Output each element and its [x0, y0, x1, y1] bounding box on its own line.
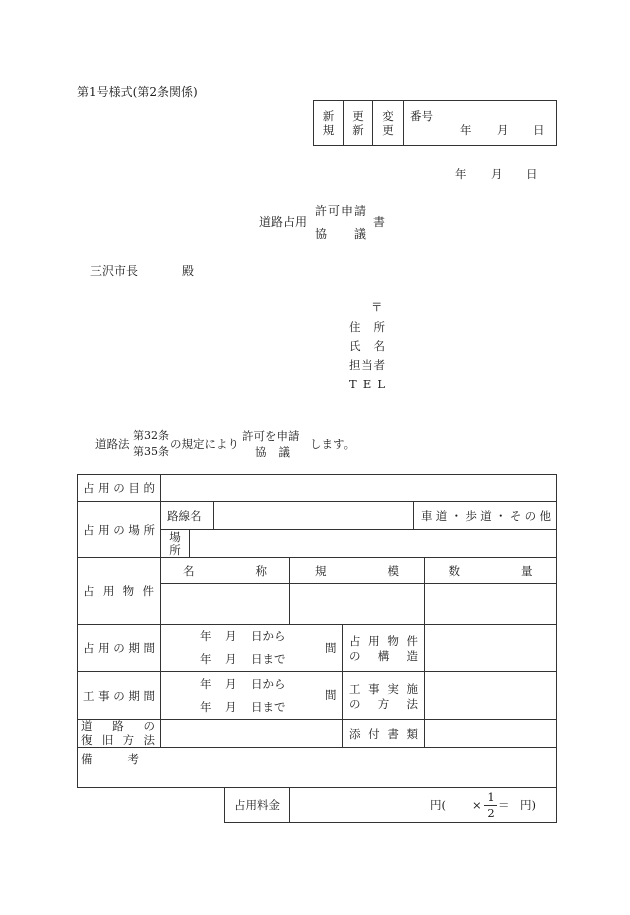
fee-value-cell	[289, 787, 557, 823]
purpose-label-cell	[77, 474, 161, 502]
title-suffix: 書	[373, 215, 386, 229]
attachments-label: 添付書類	[349, 726, 418, 741]
occupancy-to-day: 日まで	[251, 652, 286, 666]
construction-span-suffix: 間	[325, 688, 337, 702]
name-label: 氏名	[349, 339, 385, 353]
construction-to-day: 日まで	[251, 700, 286, 714]
route-name-value-cell	[213, 501, 414, 530]
title-option-consult: 協議	[315, 227, 366, 241]
renewal-char-1: 更	[352, 109, 364, 123]
fee-label-cell	[224, 787, 290, 823]
statement-option-permit: 許可を申請	[242, 429, 300, 443]
new-char-2: 規	[322, 123, 335, 137]
addressee-honorific: 殿	[182, 264, 195, 278]
road-type-options: 車道・歩道・その他	[421, 508, 551, 523]
construction-method-label-line-1: 工事実施	[349, 682, 418, 696]
change-cell	[372, 100, 404, 146]
fee-fraction-denominator: 2	[487, 806, 495, 820]
occupancy-span-suffix: 間	[325, 641, 337, 655]
location-label-cell	[160, 529, 190, 558]
statement-connector: の規定により	[170, 437, 239, 451]
postal-mark: 〒	[371, 300, 383, 314]
number-date-month: 月	[497, 123, 509, 137]
object-structure-value-cell	[424, 624, 557, 672]
object-quantity-header-label: 数量	[448, 563, 533, 578]
change-char-2: 更	[382, 123, 394, 137]
occupancy-to-month: 月	[225, 652, 237, 666]
fee-yen-open: 円(	[430, 798, 446, 812]
submission-date-month: 月	[491, 167, 503, 181]
number-cell	[403, 100, 557, 146]
attachments-label-cell	[342, 719, 425, 748]
route-name-label: 路線名	[167, 508, 202, 523]
statement-article-consult: 第35条	[133, 445, 169, 458]
purpose-value-cell	[160, 474, 557, 502]
address-label: 住所	[349, 320, 385, 334]
attachments-value-cell	[424, 719, 557, 748]
statement-ending: します。	[310, 437, 356, 451]
construction-from-year: 年	[200, 677, 212, 691]
object-name-header	[160, 557, 290, 584]
road-restoration-value-cell	[160, 719, 343, 748]
submission-date-year: 年	[455, 167, 467, 181]
location-value-cell	[189, 529, 557, 558]
status-box	[313, 100, 557, 146]
object-structure-label-line-1: 占用物件	[349, 634, 418, 648]
occupancy-to-year: 年	[200, 652, 212, 666]
object-label-cell	[77, 557, 161, 625]
construction-from-month: 月	[225, 677, 237, 691]
contact-person-label: 担当者	[349, 358, 385, 372]
construction-period-label: 工事の期間	[83, 688, 155, 703]
road-type-cell	[413, 501, 557, 530]
object-name-header-label: 名称	[183, 563, 267, 578]
new-char-1: 新	[322, 109, 335, 123]
occupancy-from-year: 年	[200, 629, 212, 643]
construction-to-month: 月	[225, 700, 237, 714]
object-label: 占用物件	[83, 584, 154, 598]
title-option-permit: 許可申請	[315, 204, 366, 218]
construction-to-year: 年	[200, 700, 212, 714]
place-label: 占用の場所	[83, 522, 155, 537]
tel-label: T E L	[349, 377, 385, 391]
purpose-label: 占用の目的	[83, 481, 155, 495]
statement-law: 道路法	[95, 437, 130, 451]
fee-multiply-sign: ×	[472, 798, 482, 812]
occupancy-from-day: 日から	[251, 629, 286, 643]
construction-from-day: 日から	[251, 677, 286, 691]
number-label: 番号	[410, 109, 433, 123]
road-restoration-label-line-2: 復旧方法	[81, 733, 155, 747]
new-cell	[313, 100, 344, 146]
object-scale-header	[289, 557, 425, 584]
object-quantity-value-cell	[424, 583, 557, 625]
road-restoration-label-line-1: 道路の	[81, 719, 155, 733]
occupancy-period-label-cell	[77, 624, 161, 672]
number-date-day: 日	[533, 123, 545, 137]
renewal-char-2: 新	[352, 123, 364, 137]
construction-method-label-cell	[342, 671, 425, 720]
construction-method-label-line-2: の方法	[349, 697, 418, 711]
construction-period-value-cell	[160, 671, 343, 720]
place-label-cell	[77, 501, 161, 558]
occupancy-period-value-cell	[160, 624, 343, 672]
object-scale-value-cell	[289, 583, 425, 625]
object-structure-label-cell	[342, 624, 425, 672]
number-date-year: 年	[460, 123, 472, 137]
object-quantity-header	[424, 557, 557, 584]
form-number: 第1号様式(第2条関係)	[77, 85, 198, 99]
occupancy-period-label: 占用の期間	[83, 641, 155, 655]
title-prefix: 道路占用	[259, 215, 308, 229]
object-structure-label-line-2: の構造	[349, 649, 418, 663]
statement-article-permit: 第32条	[133, 429, 169, 442]
statement-option-consult: 協議	[255, 445, 290, 459]
road-restoration-label-cell	[77, 719, 161, 748]
construction-method-value-cell	[424, 671, 557, 720]
fee-fraction-numerator: 1	[487, 790, 495, 804]
remarks-label: 備考	[81, 752, 139, 766]
submission-date-day: 日	[526, 167, 538, 181]
remarks-cell	[77, 747, 557, 788]
object-name-value-cell	[160, 583, 290, 625]
fee-yen-close: 円)	[520, 798, 536, 812]
change-char-1: 変	[382, 109, 394, 123]
route-name-label-cell	[160, 501, 214, 530]
occupancy-from-month: 月	[225, 629, 237, 643]
fee-equals-sign: ＝	[498, 798, 510, 812]
application-table	[77, 474, 557, 824]
addressee-name: 三沢市長	[90, 264, 139, 278]
construction-period-label-cell	[77, 671, 161, 720]
renewal-cell	[343, 100, 373, 146]
fee-label: 占用料金	[234, 798, 280, 812]
object-scale-header-label: 規模	[315, 563, 399, 578]
location-label-char-1: 場	[169, 529, 181, 544]
location-label-char-2: 所	[169, 542, 181, 557]
